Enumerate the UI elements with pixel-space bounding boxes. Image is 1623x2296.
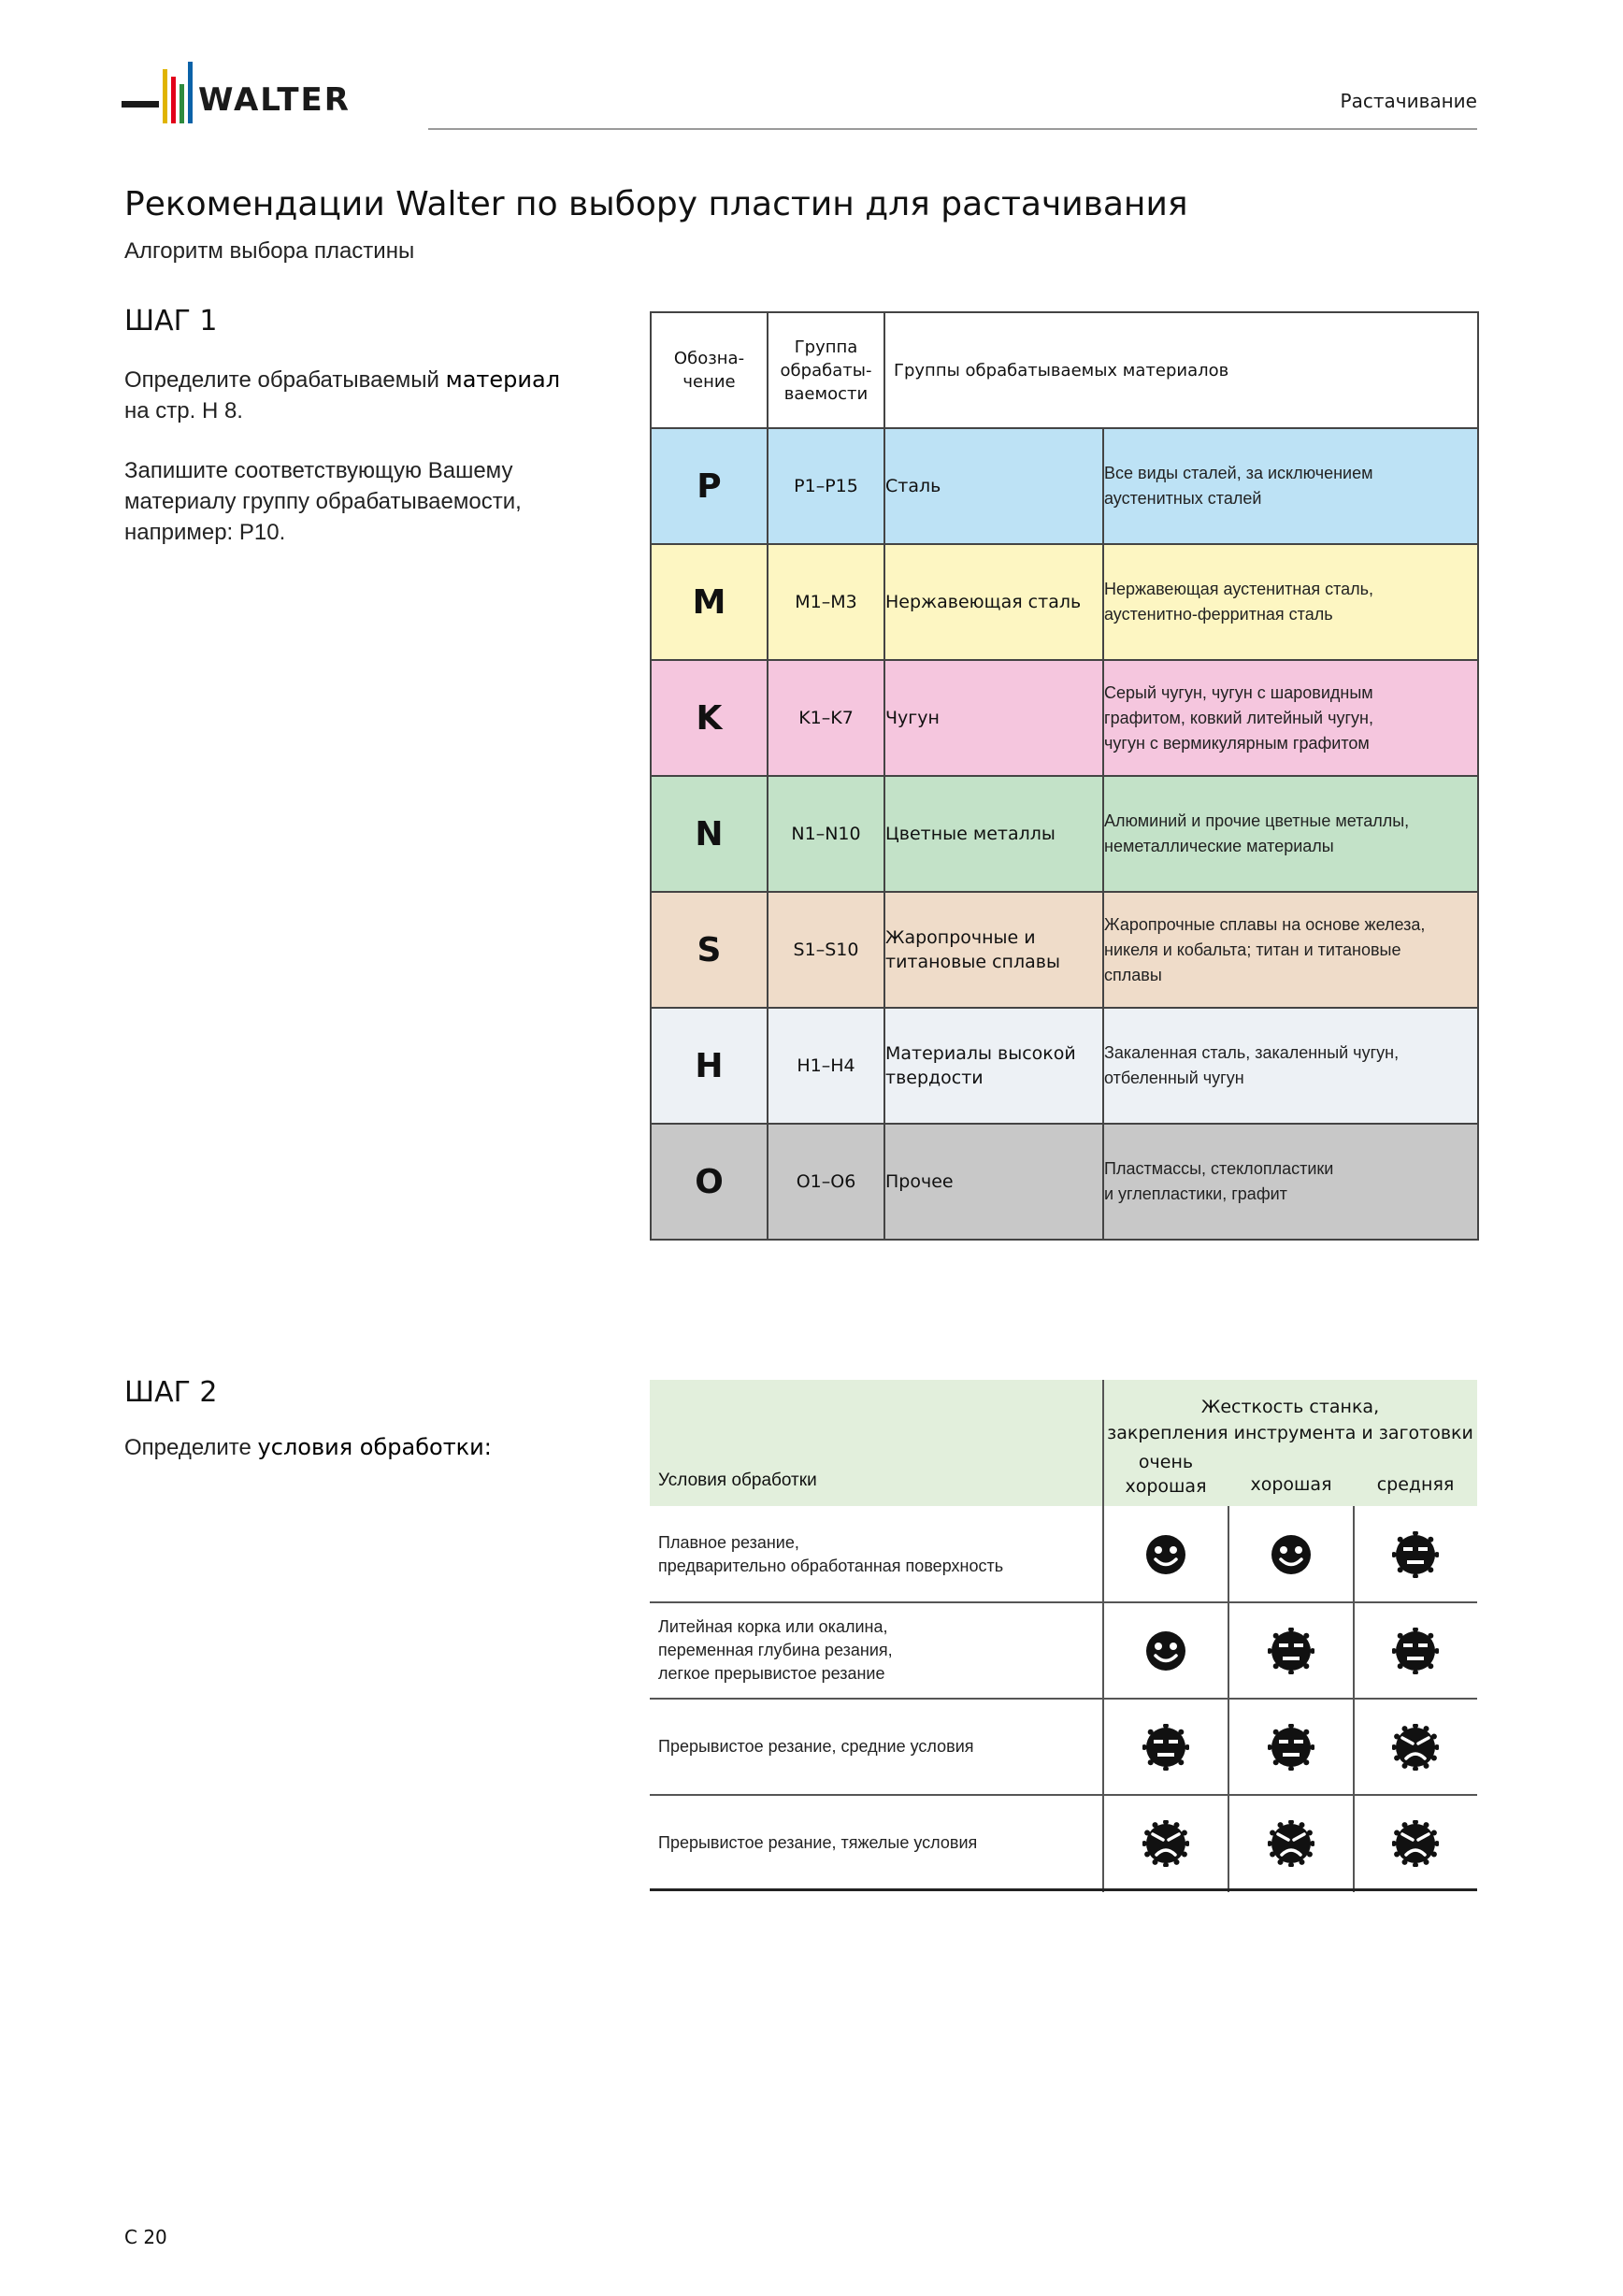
step1-instruction-2: Запишите соответствующую Вашему материалу группу обрабатываемости, например: P10.	[124, 458, 522, 545]
material-row	[651, 1008, 1478, 1124]
header-designation: Обозна- чение	[651, 312, 768, 428]
section-label: Растачивание	[1340, 90, 1477, 112]
header-rule	[428, 128, 1477, 130]
condition-label: Прерывистое резание, средние условия	[658, 1737, 974, 1756]
material-description: Нержавеющая аустенитная сталь, аустенитно-ферритная сталь	[1103, 544, 1478, 660]
sad-face-icon	[1268, 1820, 1314, 1871]
neutral-face-icon	[1142, 1724, 1189, 1774]
material-code: N	[651, 776, 768, 892]
material-code: S	[651, 892, 768, 1008]
sad-face-icon	[1392, 1724, 1439, 1774]
column-medium: средняя	[1376, 1474, 1455, 1495]
header-material-groups: Группы обрабатываемых материалов	[884, 312, 1478, 428]
material-group: Чугун	[884, 660, 1103, 776]
step1-heading: ШАГ 1	[124, 305, 218, 337]
material-row	[651, 428, 1478, 544]
row-divider	[650, 1794, 1477, 1796]
machinability-range: O1–O6	[768, 1124, 884, 1240]
row-divider	[650, 1698, 1477, 1700]
machinability-range: H1–H4	[768, 1008, 884, 1124]
machinability-range: M1–M3	[768, 544, 884, 660]
material-row	[651, 776, 1478, 892]
page-number: C 20	[124, 2226, 167, 2248]
page-subtitle: Алгоритм выбора пластины	[124, 238, 415, 264]
material-code: P	[651, 428, 768, 544]
column-good: хорошая	[1250, 1474, 1332, 1495]
rigidity-header: Жесткость станка, закрепления инструмента и заготовки	[1107, 1397, 1473, 1443]
header-machinability-group: Группа обрабаты- ваемости	[768, 312, 884, 428]
walter-logo	[122, 62, 402, 131]
material-row	[651, 544, 1478, 660]
material-description: Все виды сталей, за исключением аустенитных сталей	[1103, 428, 1478, 544]
machinability-range: P1–P15	[768, 428, 884, 544]
materials-table	[650, 311, 1479, 1241]
material-description: Пластмассы, стеклопластики и углепластики, графит	[1103, 1124, 1478, 1240]
sad-face-icon	[1392, 1820, 1439, 1871]
material-group: Нержавеющая сталь	[884, 544, 1103, 660]
step1-instruction-1: Определите обрабатываемый материал на стр. H 8.	[124, 366, 561, 423]
machinability-range: N1–N10	[768, 776, 884, 892]
column-divider	[1102, 1380, 1104, 1892]
material-group: Сталь	[884, 428, 1103, 544]
condition-label: Литейная корка или окалина, переменная глубина резания, легкое прерывистое резание	[658, 1617, 893, 1683]
step2-instruction: Определите условия обработки:	[124, 1434, 492, 1460]
material-group: Материалы высокой твердости	[884, 1008, 1103, 1124]
material-group: Жаропрочные и титановые сплавы	[884, 892, 1103, 1008]
conditions-column-header: Условия обработки	[658, 1471, 817, 1490]
column-very-good: очень хорошая	[1125, 1452, 1207, 1497]
svg-text:WALTER: WALTER	[198, 81, 351, 119]
material-description: Жаропрочные сплавы на основе железа, никеля и кобальта; титан и титановые сплавы	[1103, 892, 1478, 1008]
row-divider	[650, 1888, 1477, 1891]
material-code: K	[651, 660, 768, 776]
happy-face-icon	[1142, 1628, 1189, 1678]
machinability-range: K1–K7	[768, 660, 884, 776]
material-description: Алюминий и прочие цветные металлы, неметаллические материалы	[1103, 776, 1478, 892]
material-description: Серый чугун, чугун с шаровидным графитом, ковкий литейный чугун, чугун с вермикулярным графитом	[1103, 660, 1478, 776]
neutral-face-icon	[1268, 1628, 1314, 1678]
material-row	[651, 1124, 1478, 1240]
material-code: M	[651, 544, 768, 660]
conditions-table	[650, 1380, 1477, 1892]
happy-face-icon	[1142, 1531, 1189, 1582]
material-group: Цветные металлы	[884, 776, 1103, 892]
material-code: O	[651, 1124, 768, 1240]
material-code: H	[651, 1008, 768, 1124]
materials-header-row	[651, 312, 1478, 428]
step2-heading: ШАГ 2	[124, 1376, 218, 1409]
material-row	[651, 892, 1478, 1008]
happy-face-icon	[1268, 1531, 1314, 1582]
row-divider	[650, 1601, 1477, 1603]
material-row	[651, 660, 1478, 776]
neutral-face-icon	[1392, 1628, 1439, 1678]
condition-label: Прерывистое резание, тяжелые условия	[658, 1833, 978, 1852]
neutral-face-icon	[1392, 1531, 1439, 1582]
page-title: Рекомендации Walter по выбору пластин для растачивания	[124, 185, 1188, 223]
sad-face-icon	[1142, 1820, 1189, 1871]
material-description: Закаленная сталь, закаленный чугун, отбеленный чугун	[1103, 1008, 1478, 1124]
neutral-face-icon	[1268, 1724, 1314, 1774]
machinability-range: S1–S10	[768, 892, 884, 1008]
condition-label: Плавное резание, предварительно обработанная поверхность	[658, 1532, 1004, 1575]
material-group: Прочее	[884, 1124, 1103, 1240]
